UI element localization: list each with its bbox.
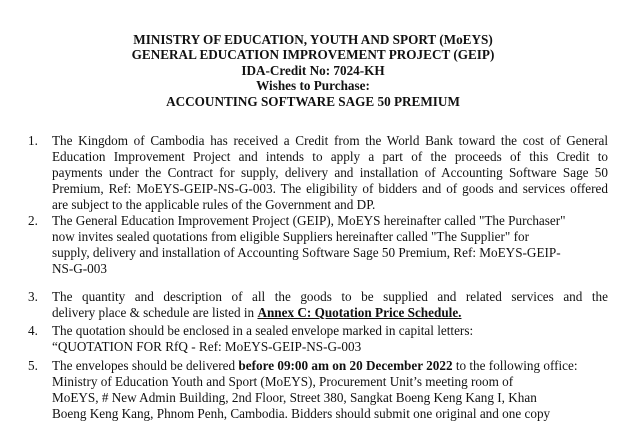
ministry-title: MINISTRY OF EDUCATION, YOUTH AND SPORT (MoEYS) <box>133 32 493 47</box>
text-fragment: The envelopes should be delivered <box>52 358 239 373</box>
text-line: Boeng Keng Kang, Phnom Penh, Cambodia. Bidders should submit one original and one copy <box>52 406 551 421</box>
document-header <box>0 32 626 109</box>
text-line: MoEYS, # New Admin Building, 2nd Floor, Street 380, Sangkat Boeng Keng Kang I, Khan <box>52 390 537 405</box>
item-text <box>52 358 608 422</box>
purchase-intro: Wishes to Purchase: <box>256 78 370 94</box>
text-fragment: delivery place & schedule are listed in <box>52 305 258 320</box>
credit-number: IDA-Credit No: 7024-KH <box>241 62 385 78</box>
text-fragment: to the following office: <box>452 358 578 373</box>
text-line: now invites sealed quotations from eligible Suppliers hereinafter called "The Supplier" for <box>52 229 529 244</box>
item-number: 1. <box>28 133 38 148</box>
text-line: Education Improvement Project and intends to apply a part of the proceeds of this Credit to <box>52 149 608 164</box>
project-title: GENERAL EDUCATION IMPROVEMENT PROJECT (GEIP) <box>131 47 495 63</box>
deadline-text: before 09:00 am on 20 December 2022 <box>238 358 453 373</box>
item-text <box>52 323 608 355</box>
text-line: “QUOTATION FOR RfQ - Ref: MoEYS-GEIP-NS-G-003 <box>52 339 362 354</box>
item-text <box>52 213 608 277</box>
text-line: supply, delivery and installation of Accounting Software Sage 50 Premium, Ref: MoEYS-GEIP- <box>52 245 561 260</box>
text-line <box>52 358 608 374</box>
purchase-item: ACCOUNTING SOFTWARE SAGE 50 PREMIUM <box>166 93 460 109</box>
text-line: payments under the Contract for supply, delivery and installation of Accounting Software Sage 50 <box>52 165 608 180</box>
item-number: 4. <box>28 323 38 338</box>
item-number: 5. <box>28 358 38 373</box>
text-line: NS-G-003 <box>52 261 107 276</box>
text-line: Ministry of Education Youth and Sport (MoEYS), Procurement Unit’s meeting room of <box>52 374 514 389</box>
text-line: are subject to the applicable rules of the Government and DP. <box>52 197 376 212</box>
annex-link-text: Annex C: Quotation Price Schedule. <box>257 305 462 320</box>
item-number: 3. <box>28 289 38 304</box>
text-line: The General Education Improvement Project (GEIP), MoEYS hereinafter called "The Purchaser" <box>52 213 566 228</box>
item-text <box>52 133 608 213</box>
item-number: 2. <box>28 213 38 228</box>
text-line: Premium, Ref: MoEYS-GEIP-NS-G-003. The eligibility of bidders and of goods and services offered <box>52 181 608 196</box>
text-line: The quantity and description of all the goods to be supplied and related services and the <box>52 289 608 304</box>
text-line: The Kingdom of Cambodia has received a Credit from the World Bank toward the cost of General <box>52 133 608 148</box>
text-line: The quotation should be enclosed in a sealed envelope marked in capital letters: <box>52 323 474 338</box>
text-line <box>52 305 608 321</box>
item-text <box>52 289 608 321</box>
